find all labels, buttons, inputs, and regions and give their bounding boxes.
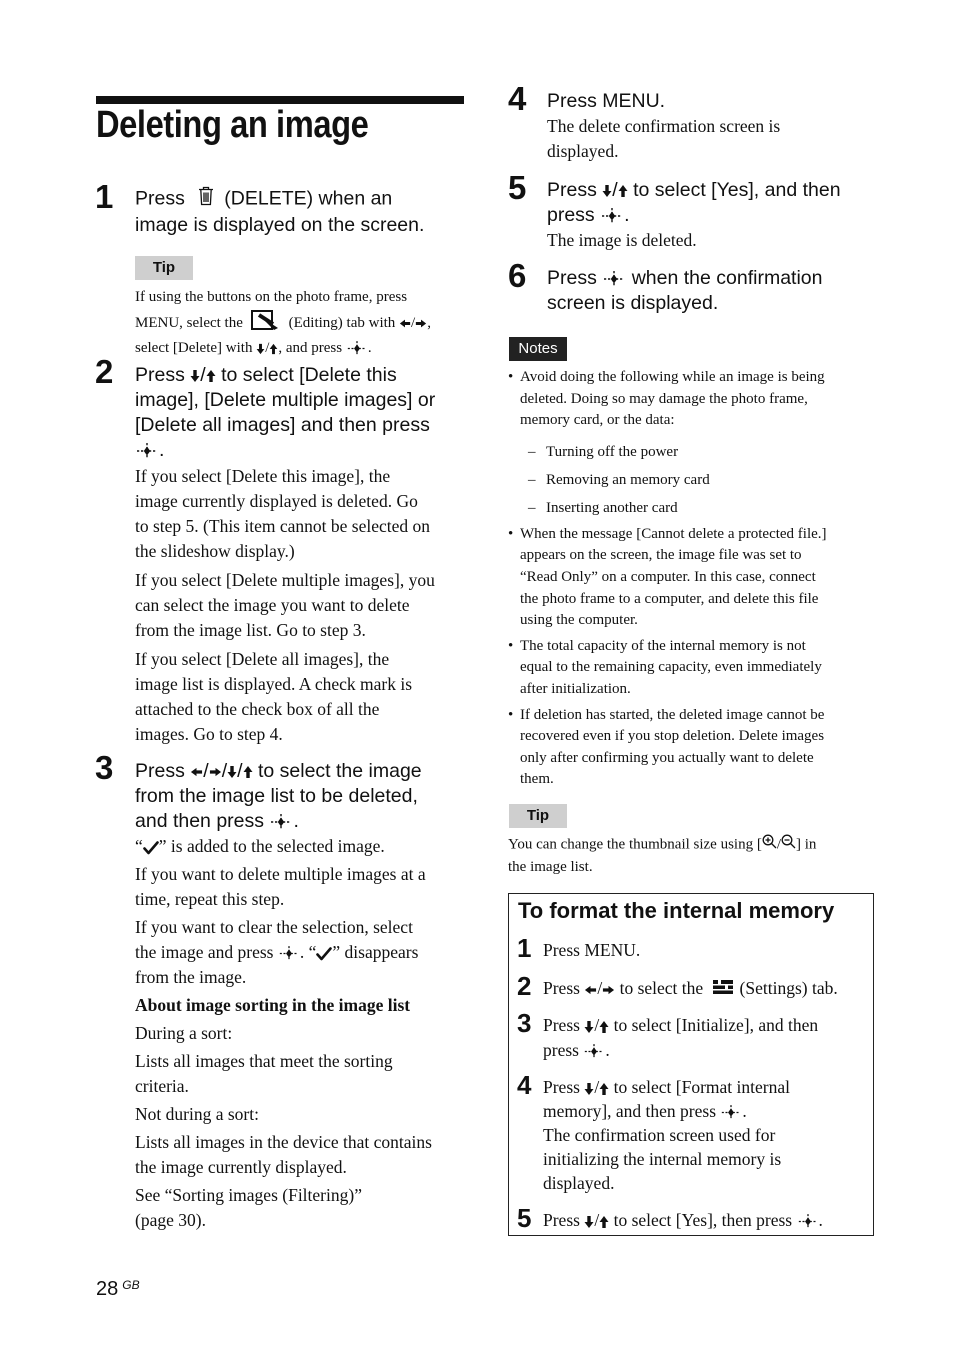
arrow-up-icon (618, 184, 628, 198)
step-number: 5 (508, 169, 527, 206)
step3-paragraph-2: If you want to delete multiple images at a time, repeat this step. (135, 864, 426, 909)
note-item: • If deletion has started, the deleted image cannot be recovered even if you stop deletion. Delete images only after confirming you actually want to delete them. (508, 706, 825, 788)
enter-button-icon (797, 1213, 819, 1230)
enter-button-icon (720, 1104, 742, 1121)
arrow-up-icon (599, 1215, 609, 1229)
checkmark-icon (316, 947, 332, 961)
page-title: Deleting an image (96, 104, 369, 146)
step2-paragraph-3: If you select [Delete all images], the image list is displayed. A check mark is attached to the check box of all the images. Go to step 4. (135, 649, 413, 744)
step1-instruction: Press (DELETE) when an image is displayed on the screen. (135, 187, 425, 236)
enter-button-icon (269, 813, 293, 831)
page-reference: See “Sorting images (Filtering)” (page 30). (135, 1185, 362, 1230)
arrow-down-icon (584, 1215, 594, 1229)
enter-button-icon (278, 945, 300, 962)
step4-description: The delete confirmation screen is displayed. (547, 116, 781, 161)
arrow-right-icon (209, 767, 222, 777)
step-number: 1 (95, 178, 114, 215)
enter-button-icon (602, 270, 626, 288)
format-step2: Press / to select the (Settings) tab. (543, 976, 873, 1002)
step3-paragraph-3: If you want to clear the selection, select the image and press . “ ” disappears from the image. (135, 917, 419, 987)
arrow-down-icon (190, 369, 200, 383)
notes-list (508, 367, 878, 791)
arrow-down-icon (584, 1082, 594, 1096)
format-step1: Press MENU. (543, 940, 641, 960)
arrow-up-icon (599, 1082, 609, 1096)
step-number: 5 (517, 1203, 532, 1233)
settings-tab-icon (712, 977, 734, 1002)
sorting-heading: About image sorting in the image list (135, 995, 411, 1015)
enter-button-icon (346, 340, 368, 357)
step-number: 4 (517, 1070, 532, 1100)
step4-instruction: Press MENU. (547, 90, 666, 112)
enter-button-icon (600, 207, 624, 225)
step-number: 4 (508, 80, 527, 117)
step2-paragraph-2: If you select [Delete multiple images], you can select the image you want to delete from the image list. Go to step 3. (135, 570, 435, 640)
step-number: 1 (517, 933, 532, 963)
checkmark-icon (143, 841, 159, 855)
enter-button-icon (135, 442, 159, 460)
note-item: • The total capacity of the internal memory is not equal to the remaining capacity, even immediately after initialization. (508, 637, 822, 697)
step2-paragraph-1: If you select [Delete this image], the image currently displayed is deleted. Go to step 5. (This item cannot be selected on the slideshow display.) (135, 466, 430, 561)
step3-instruction: Press / / / to select the image from the image list to be deleted, and then press . (135, 760, 422, 832)
arrow-down-icon (584, 1020, 594, 1034)
tip2-text: You can change the thumbnail size using [ / ] in the image list. (508, 834, 878, 878)
arrow-down-icon (256, 343, 265, 355)
arrow-up-icon (243, 765, 253, 779)
tip1-text: If using the buttons on the photo frame, press MENU, select the (Editing) tab with / , select [Delete] with / , and press . (135, 289, 431, 357)
arrow-down-icon (602, 184, 612, 198)
step-number: 2 (95, 353, 114, 390)
arrow-left-icon (190, 767, 203, 777)
arrow-right-icon (415, 319, 427, 328)
notes-label: Notes (509, 337, 567, 361)
format-box-title: To format the internal memory (518, 898, 835, 923)
format-step3: Press / to select [Initialize], and then press . (543, 1015, 819, 1060)
arrow-up-icon (206, 369, 216, 383)
note-item: • Avoid doing the following while an image is being deleted. Doing so may damage the photo frame, memory card, or the data: (508, 369, 825, 429)
step5-instruction: Press / to select [Yes], and then press . (547, 179, 841, 226)
enter-button-icon (583, 1043, 605, 1060)
step-number: 2 (517, 971, 532, 1001)
step-number: 3 (95, 749, 114, 786)
note-sublist: – Turning off the power – Removing an memory card – Inserting another card (528, 443, 710, 516)
step5-description: The image is deleted. (547, 230, 697, 250)
arrow-right-icon (602, 985, 615, 995)
tip-label: Tip (135, 256, 193, 280)
zoom-out-icon (781, 834, 796, 857)
step3-description: “ ” is added to the selected image. If you want to delete multiple images at a time, repeat this step. If you want to clear the selection, select the image and press . “ ” disappears from the image. About image sorting in the image list During a sort: Lists all images that meet the sorting criteria. Not during a sort: Lists all images in the device that contains the image currently displayed. See “Sorting images (Filtering)” (page 30). (135, 834, 470, 1233)
format-step5: Press / to select [Yes], then press . (543, 1210, 823, 1230)
tip-label: Tip (509, 804, 567, 828)
note-item: • When the message [Cannot delete a protected file.] appears on the screen, the image file was set to “Read Only” on a computer. In this case, connect the photo frame to a computer, and delete this file using the computer. (508, 525, 827, 629)
editing-tab-icon (251, 309, 281, 339)
format-step4: Press / to select [Format internal memory], and then press . The confirmation screen used for initializing the internal memory is displayed. (543, 1077, 790, 1193)
title-rule (96, 96, 464, 104)
arrow-down-icon (227, 765, 237, 779)
step6-instruction: Press when the confirmation screen is displayed. (547, 267, 823, 314)
step-number: 6 (508, 257, 527, 294)
step2-instruction: Press / to select [Delete this image], [Delete multiple images] or [Delete all images] and then press . (135, 364, 436, 461)
page-number: 28 $^{GB}$ (96, 1278, 140, 1300)
arrow-left-icon (584, 985, 597, 995)
arrow-left-icon (399, 319, 411, 328)
trash-icon (198, 186, 214, 213)
arrow-up-icon (599, 1020, 609, 1034)
zoom-in-icon (762, 834, 777, 857)
step-number: 3 (517, 1008, 532, 1038)
step2-description (135, 464, 470, 747)
